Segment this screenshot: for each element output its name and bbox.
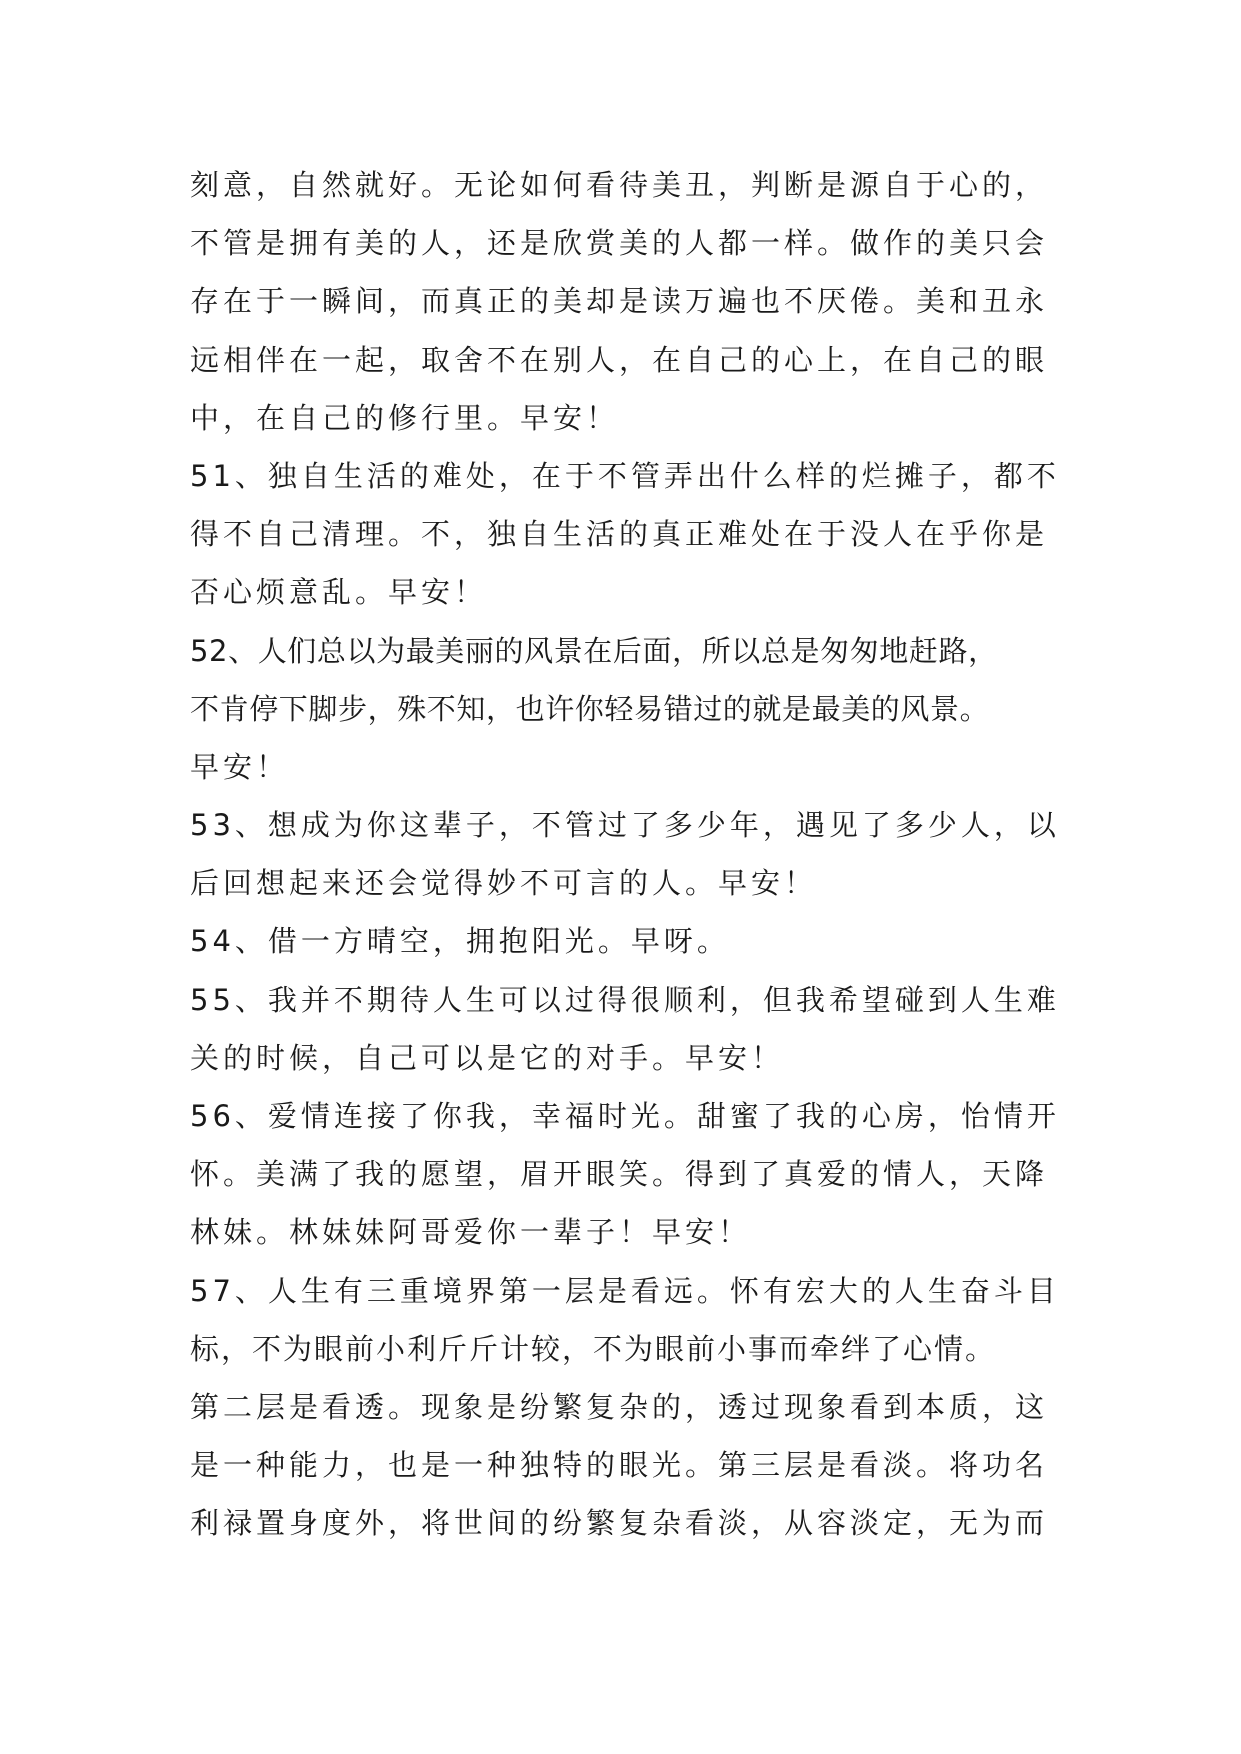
text-line: 怀。美满了我的愿望，眉开眼笑。得到了真爱的情人，天降 <box>190 1157 1049 1192</box>
text-line: 刻意，自然就好。无论如何看待美丑，判断是源自于心的， <box>190 168 1049 202</box>
text-line: 55、我并不期待人生可以过得很顺利，但我希望碰到人生难 <box>190 982 1060 1017</box>
text-line: 早安！ <box>190 749 290 784</box>
text-line: 远相伴在一起，取舍不在别人，在自己的心上，在自己的眼 <box>190 342 1049 377</box>
text-line: 57、人生有三重境界第一层是看远。怀有宏大的人生奋斗目 <box>190 1273 1060 1308</box>
body-text <box>190 156 1090 1553</box>
text-line: 否心烦意乱。早安！ <box>190 575 488 610</box>
text-line: 52、人们总以为最美丽的风景在后面，所以总是匆匆地赶路， <box>190 633 998 668</box>
text-line: 是一种能力，也是一种独特的眼光。第三层是看淡。将功名 <box>190 1448 1049 1483</box>
text-line: 标，不为眼前小利斤斤计较，不为眼前小事而牵绊了心情。 <box>190 1331 997 1366</box>
text-line: 第二层是看透。现象是纷繁复杂的，透过现象看到本质，这 <box>190 1389 1049 1424</box>
text-line: 54、借一方晴空，拥抱阳光。早呀。 <box>190 924 730 959</box>
text-line: 56、爱情连接了你我，幸福时光。甜蜜了我的心房，怡情开 <box>190 1099 1060 1133</box>
text-line: 林妹。林妹妹阿哥爱你一辈子！早安！ <box>190 1215 752 1250</box>
text-line: 关的时候，自己可以是它的对手。早安！ <box>190 1040 785 1075</box>
text-line: 得不自己清理。不，独自生活的真正难处在于没人在乎你是 <box>190 517 1049 552</box>
text-line: 后回想起来还会觉得妙不可言的人。早安！ <box>190 866 818 901</box>
text-line: 51、独自生活的难处，在于不管弄出什么样的烂摊子，都不 <box>190 458 1060 493</box>
text-line: 存在于一瞬间，而真正的美却是读万遍也不厌倦。美和丑永 <box>190 284 1049 319</box>
text-line: 利禄置身度外，将世间的纷繁复杂看淡，从容淡定，无为而 <box>190 1506 1049 1541</box>
text-line: 不管是拥有美的人，还是欣赏美的人都一样。做作的美只会 <box>190 226 1049 261</box>
text-line: 53、想成为你这辈子，不管过了多少年，遇见了多少人，以 <box>190 808 1060 843</box>
text-line: 不肯停下脚步，殊不知，也许你轻易错过的就是最美的风景。 <box>190 691 990 726</box>
text-line: 中，在自己的修行里。早安！ <box>190 400 620 435</box>
